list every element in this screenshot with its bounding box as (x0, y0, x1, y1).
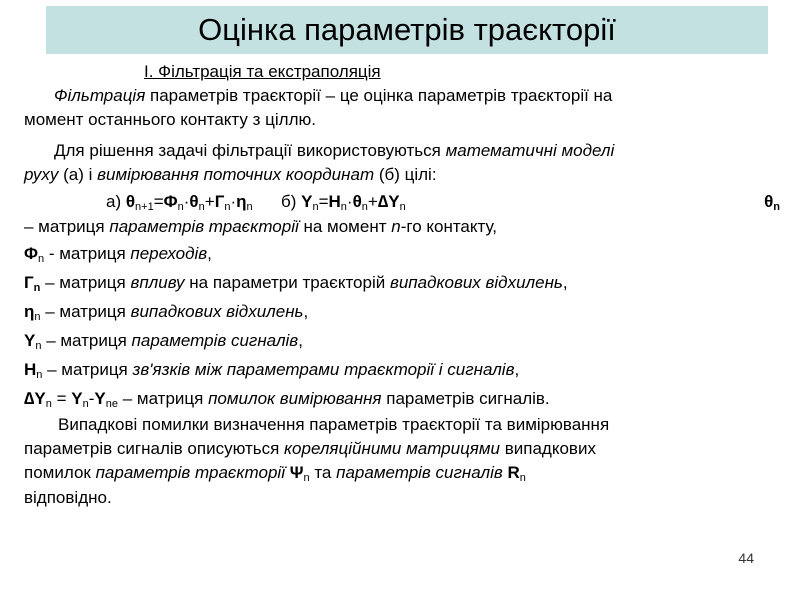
formula-sub-n1: n+1 (135, 201, 154, 214)
errors-line2a: параметрів сигналів описуються (24, 439, 285, 459)
eta-definition (24, 297, 786, 326)
theta-def-end: -го контакту, (400, 217, 498, 237)
models-text3: (б) цілі: (374, 164, 437, 184)
formula-a-label: а) (106, 192, 126, 212)
gamma-mid: на параметри траєкторій (184, 273, 390, 293)
eta-sub: n (34, 311, 41, 324)
h-italic: зв'язків між параметрами траєкторії і сигналів (132, 360, 515, 380)
formula-eq: = (153, 192, 164, 212)
formula-theta2: θ (189, 192, 199, 212)
eta-symbol: η (24, 302, 35, 322)
formula-sub-n7: n (361, 201, 368, 214)
formula-dot2: · (230, 192, 237, 212)
phi-sub: n (37, 253, 45, 266)
formula-sub-n5: n (312, 201, 319, 214)
gamma-end: , (562, 273, 568, 293)
gamma-definition (24, 268, 786, 297)
eta-text: – матриця (40, 302, 131, 322)
y-italic: параметрів сигналів (131, 331, 299, 351)
formula-sub-n8: n (399, 201, 406, 214)
formula-delta-y: ∆Y (377, 192, 400, 212)
theta-def-n: n (391, 217, 401, 237)
formula-sub-n: n (177, 201, 184, 214)
models-paragraph-line1 (24, 139, 786, 163)
formula-gamma: Г (214, 192, 225, 212)
formula-y: Y (301, 192, 313, 212)
formula-sub-n6: n (340, 201, 347, 214)
formula-theta: θ (125, 192, 136, 212)
formula-line (24, 187, 786, 215)
y-text: – матриця (41, 331, 132, 351)
models-paragraph-line2 (24, 163, 786, 187)
r-sub: n (519, 472, 526, 485)
delta-y-sub-ne: ne (105, 398, 118, 411)
h-symbol: H (24, 360, 37, 380)
delta-y-ye: Y (94, 389, 106, 409)
gamma-text: – матриця (40, 273, 131, 293)
errors-line3b: та (309, 463, 337, 483)
formula-h: H (328, 192, 341, 212)
delta-y-y-sub: n (82, 398, 89, 411)
page-number: 44 (738, 550, 754, 566)
theta-def-italic: параметрів траєкторії (109, 217, 299, 237)
y-sub: n (35, 340, 42, 353)
models-italic3: вимірювання поточних координат (97, 164, 375, 184)
eta-italic: випадкових відхилень (130, 302, 304, 322)
formula-eta: η (236, 192, 247, 212)
formula-eq2: = (318, 192, 329, 212)
formula-sub-n3: n (224, 201, 231, 214)
theta-definition (24, 215, 786, 239)
delta-y-italic: помилок вимірювання (208, 389, 382, 409)
delta-y-symbol: ∆Y (24, 389, 46, 409)
gamma-italic1: впливу (130, 273, 185, 293)
theta-def-rest: на момент (298, 217, 392, 237)
gamma-symbol: Г (24, 273, 34, 293)
delta-y-text: – матриця (117, 389, 209, 409)
phi-symbol: Φ (24, 244, 38, 264)
formula-theta-right (764, 187, 780, 217)
gamma-italic2: випадкових відхилень (389, 273, 563, 293)
formula-plus2: + (367, 192, 378, 212)
theta-right-sub: n (773, 201, 780, 214)
delta-y-eq: = (51, 389, 72, 409)
models-text1: Для рішення задачі фільтрації використовуються (54, 140, 446, 160)
delta-y-definition (24, 384, 786, 413)
errors-paragraph-line4: відповідно. (24, 487, 112, 507)
filtration-definition-line1 (24, 84, 786, 108)
filtration-text: параметрів траєкторії – це оцінка параметрів траєкторії на (145, 86, 613, 106)
delta-y-minus: - (88, 389, 95, 409)
formula-dot: · (183, 192, 190, 212)
errors-line3a: помилок (24, 463, 96, 483)
models-text2: (а) і (58, 164, 98, 184)
formula-sub-n2: n (198, 201, 205, 214)
y-symbol: Y (24, 331, 36, 351)
phi-italic: переходів (130, 244, 208, 264)
r-symbol: R (507, 463, 520, 483)
theta-right-symbol: θ (764, 192, 774, 212)
errors-line2-italic: кореляційними матрицями (284, 439, 501, 459)
psi-sub: n (303, 472, 310, 485)
errors-paragraph-line1: Випадкові помилки визначення параметрів траєкторії та вимірювання (58, 415, 610, 435)
phi-text: - матриця (44, 244, 131, 264)
filtration-term: Фільтрація (54, 86, 146, 106)
delta-y-sub: n (45, 398, 52, 411)
h-end: , (514, 360, 520, 380)
formula-b-label: б) (280, 192, 302, 212)
errors-line2b: випадкових (500, 439, 596, 459)
formula-sub-n4: n (246, 201, 253, 214)
filtration-definition-line2: момент останнього контакту з ціллю. (24, 110, 316, 130)
phi-end: , (207, 244, 212, 264)
h-text: – матриця (42, 360, 133, 380)
slide-body (24, 60, 786, 510)
models-italic2: руху (24, 164, 59, 184)
formula-theta3: θ (352, 192, 362, 212)
y-end: , (298, 331, 303, 351)
section-heading: I. Фільтрація та екстраполяція (144, 62, 381, 81)
theta-def-text: – матриця (24, 217, 110, 237)
y-definition (24, 326, 786, 355)
h-sub: n (36, 369, 43, 382)
phi-definition (24, 239, 786, 268)
eta-end: , (303, 302, 309, 322)
gamma-sub: n (33, 282, 41, 295)
h-definition (24, 355, 786, 384)
errors-line3-italic2: параметрів сигналів (336, 463, 503, 483)
models-italic1: математичні моделі (445, 140, 615, 160)
errors-paragraph-line3 (24, 461, 786, 485)
delta-y-y: Y (71, 389, 83, 409)
title-bar (46, 6, 768, 54)
errors-line3-italic1: параметрів траєкторії (95, 463, 285, 483)
delta-y-end: параметрів сигналів. (381, 389, 550, 409)
psi-symbol: Ψ (289, 463, 304, 483)
formula-dot3: · (346, 192, 353, 212)
errors-paragraph-line2 (24, 437, 786, 461)
formula-plus: + (204, 192, 215, 212)
slide-title: Оцінка параметрів траєкторії (198, 12, 616, 47)
formula-phi: Φ (163, 192, 178, 212)
